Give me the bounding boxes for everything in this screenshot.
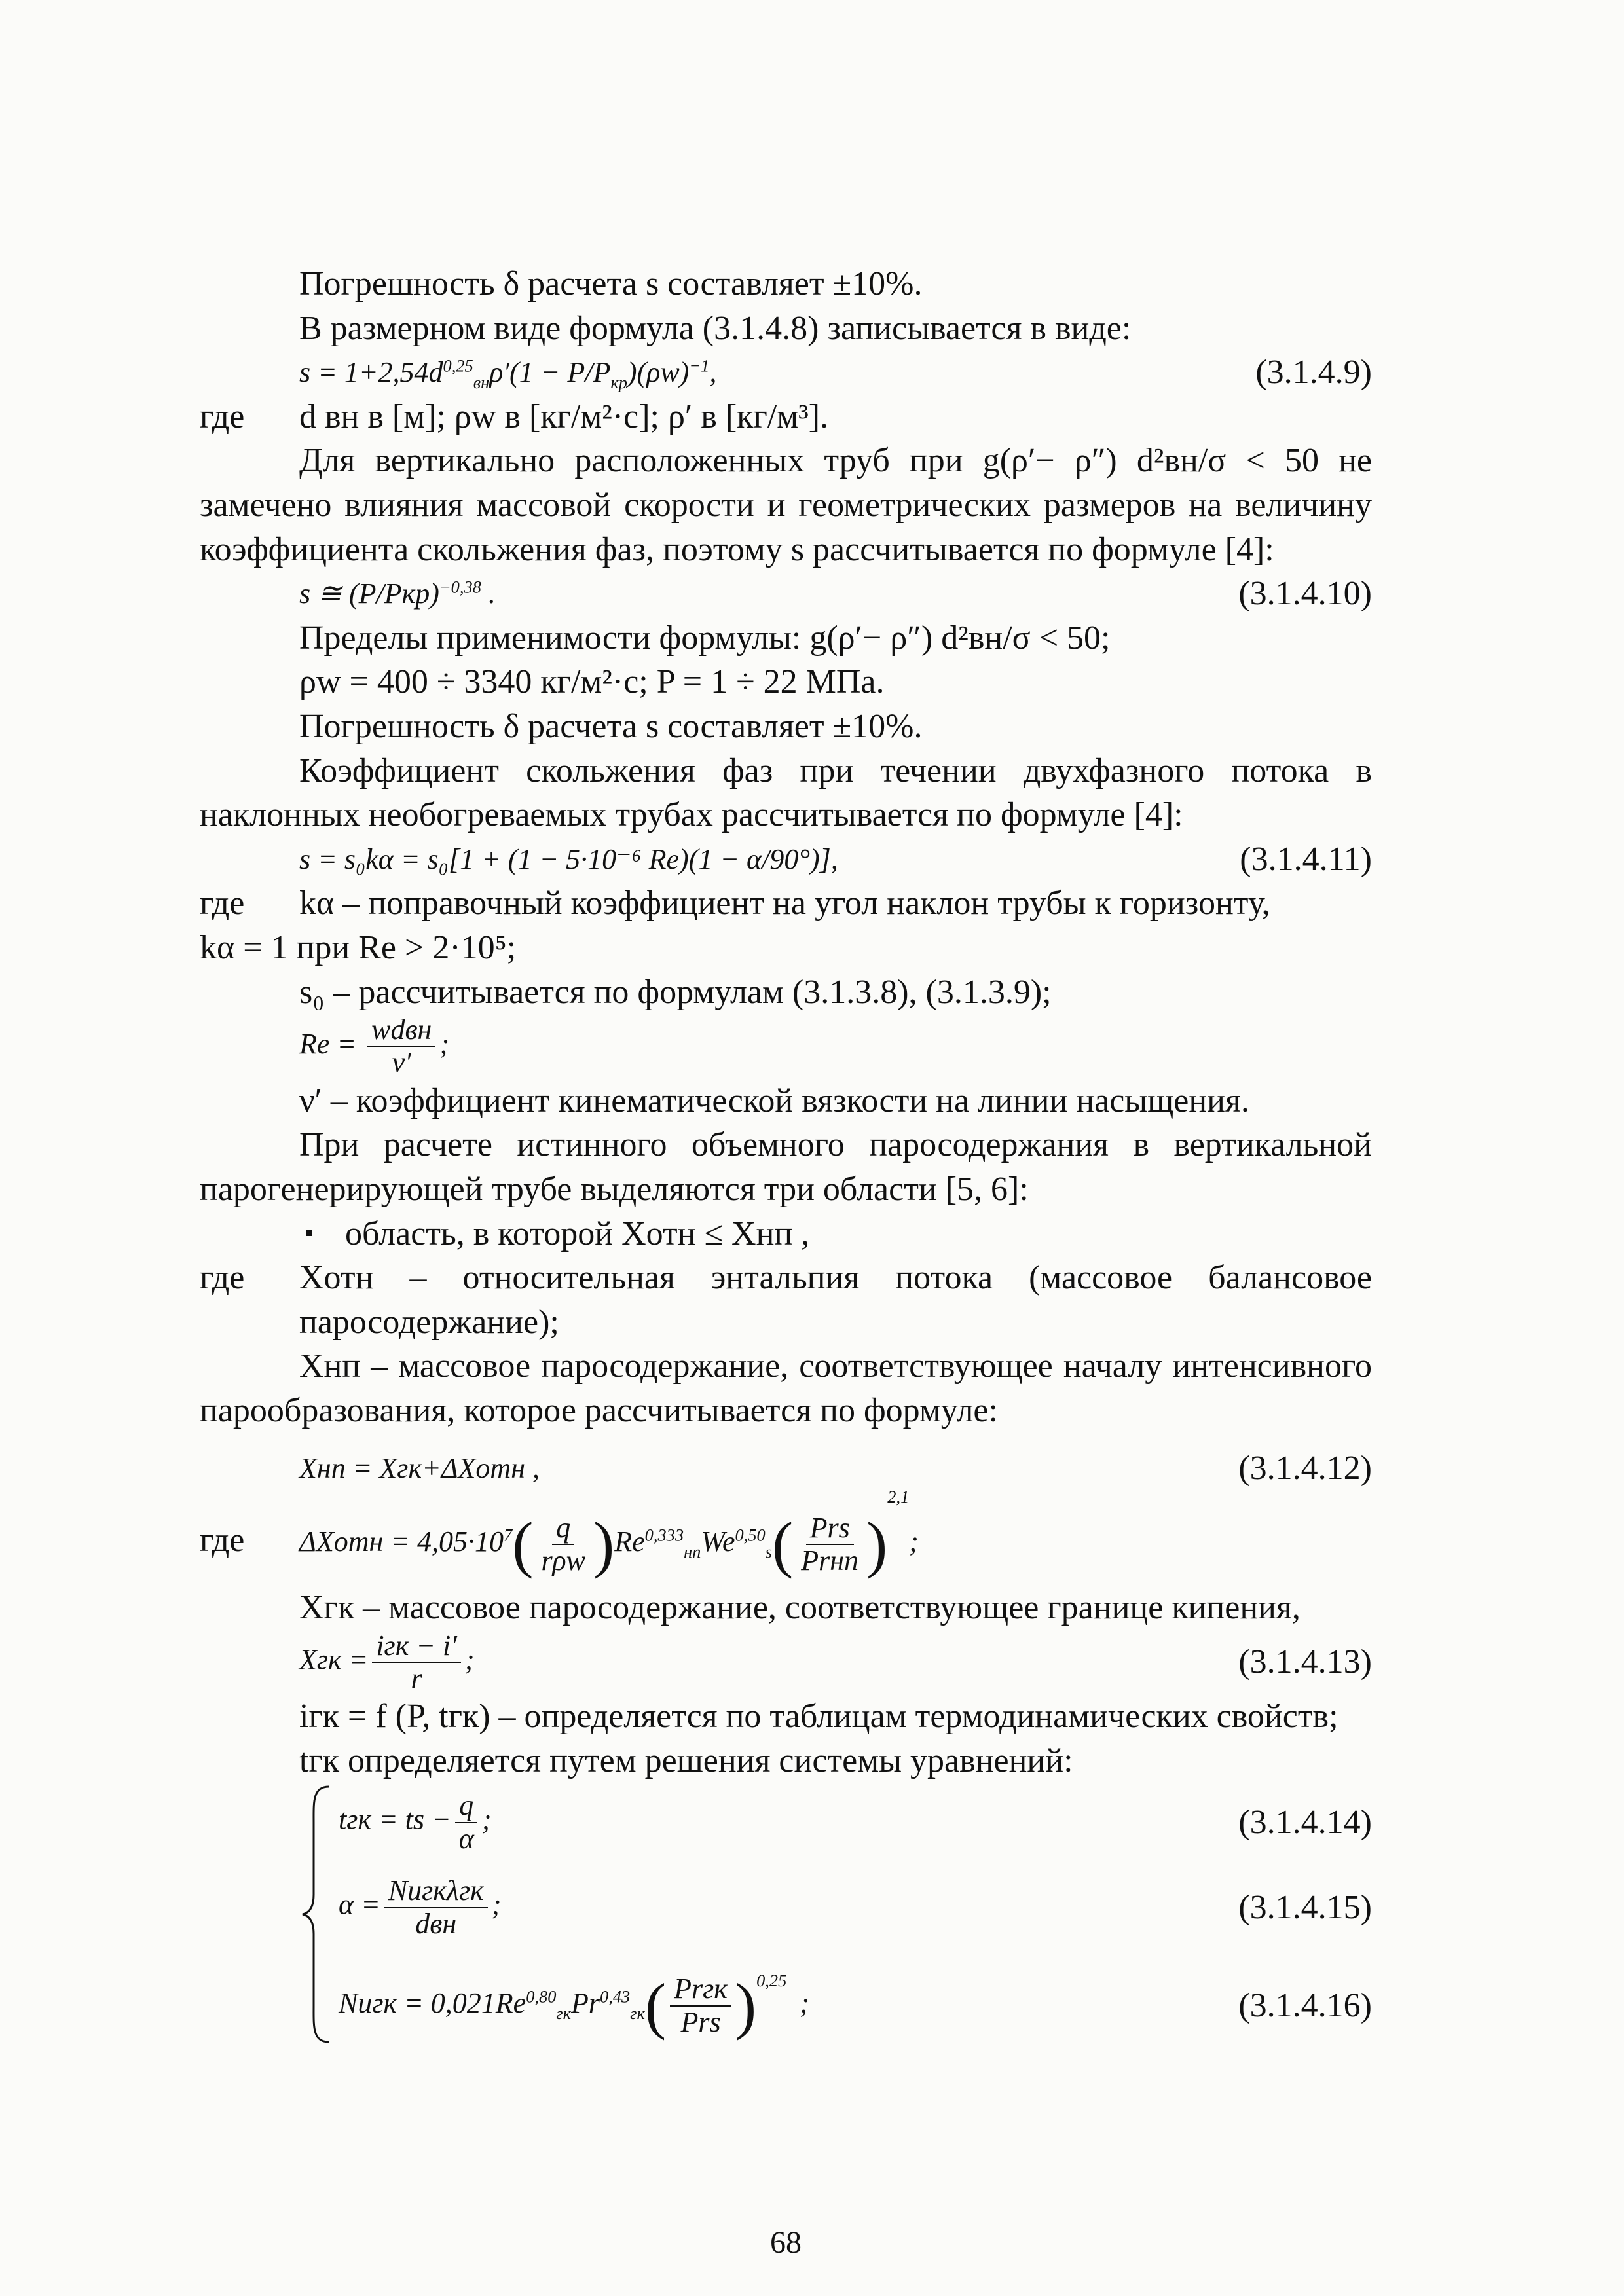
dx-re: Re: [614, 1525, 645, 1558]
eq9-comma: ,: [709, 356, 717, 389]
equation-reynolds: [299, 1014, 1372, 1079]
dx-pr-den: Prнп: [801, 1544, 859, 1577]
where-clause-2: [200, 881, 1372, 926]
eq14-frac: [455, 1790, 478, 1855]
eq13-den: r: [411, 1662, 422, 1695]
paragraph-igk: iгк = f (P, tгк) – определяется по таблицам термодинамических свойств;: [299, 1698, 1338, 1736]
eq12-body: Xнп = Xгк+ΔXотн ,: [299, 1451, 540, 1484]
paragraph-error-1: Погрешность δ расчета s составляет ±10%.: [299, 265, 923, 302]
re-semicolon: ;: [439, 1027, 450, 1060]
eq15-num: Nuгкλгк: [384, 1875, 488, 1908]
page-number: 68: [770, 2225, 802, 2260]
dx-we-sub: s: [765, 1542, 772, 1562]
eq10-body: s ≅ (P/Pкр): [299, 577, 439, 610]
eq15-semicolon: ;: [491, 1888, 502, 1921]
eq13-num: iгк − i′: [372, 1630, 461, 1663]
equation-3-1-4-14: [339, 1783, 1372, 1862]
equation-3-1-4-9: [299, 350, 1372, 395]
dx-frac: [537, 1512, 589, 1577]
paragraph-dimensional-form: В размерном виде формула (3.1.4.8) записывается в виде:: [299, 309, 1132, 347]
equation-3-1-4-13: [299, 1630, 1372, 1695]
eq9-end: )(ρw): [627, 356, 690, 389]
eq16-num: Prгк: [670, 1973, 731, 2006]
eq15-frac: [384, 1875, 488, 1940]
where-text: kα – поправочный коэффициент на угол наклон трубы к горизонту,: [299, 884, 1270, 922]
equation-number: (3.1.4.10): [1238, 575, 1372, 613]
dx-re-sub: нп: [684, 1542, 701, 1562]
eq9-exp: −1: [689, 355, 710, 376]
where-text: d вн в [м]; ρw в [кг/м²·с]; ρ′ в [кг/м³].: [299, 397, 829, 435]
eq9-sub: вн: [473, 373, 490, 393]
dx-lhs: ΔXотн = 4,05·10: [299, 1525, 504, 1558]
paragraph-ranges: ρw = 400 ÷ 3340 кг/м²·с; P = 1 ÷ 22 МПа.: [299, 663, 885, 701]
paragraph-error-2: Погрешность δ расчета s составляет ±10%.: [299, 707, 923, 745]
eq16-lhs: Nuгк = 0,021Re: [339, 1986, 526, 2019]
equation-delta-x: ΔXотн = $4,05\cdot 10^7$( $\frac{q}{\text{rρw}}$ )Re$^{0,333}_{нп}$We$^{0,50}_s$( $\frac{\text{Prs}}{\text{Prнп}}$ )$^{2,1}$;: [299, 1487, 919, 1580]
eq9-rest: ρ′(1 − P/P: [489, 356, 611, 389]
where-clause-3: [200, 1256, 1372, 1344]
curly-brace-icon: [299, 1783, 332, 2045]
eq14-lhs: tгк = ts −: [339, 1803, 451, 1836]
dx-exp7: 7: [504, 1525, 513, 1545]
eq16-sup1: 0,80: [526, 1986, 557, 2007]
paragraph-k-alpha: kα = 1 при Re > 2·10⁵;: [200, 928, 517, 966]
eq15-lhs: α =: [339, 1888, 380, 1921]
eq16-sub2: гк: [630, 2003, 645, 2023]
eq11-body: s = s₀kα = s₀[1 + (1 − 5·10⁻⁶ Re)(1 − α/90°)],: [299, 843, 838, 875]
eq13-frac: [372, 1630, 461, 1695]
bullet-region-1: [299, 1212, 1372, 1256]
paragraph-limits: Пределы применимости формулы: g(ρ′− ρ″) d²вн/σ < 50;: [299, 619, 1111, 657]
eq10-dot: .: [481, 577, 496, 610]
where-clause-1: [200, 395, 1372, 439]
where-keyword: где: [200, 1259, 245, 1297]
dx-exp: 2,1: [887, 1487, 910, 1507]
eq13-semicolon: ;: [464, 1643, 475, 1676]
where-clause-4: [200, 1487, 1372, 1586]
re-fraction: [367, 1014, 435, 1079]
equation-3-1-4-16: Nuгк = 0,021Re$^{0,80}_{гк}$Pr$^{0,43}_{гк}$( $\frac{\text{Prгк}}{\text{Prs}}$ )$^{0,25}$; (3.1.4.16): [339, 1970, 1372, 2041]
eq9-sub2: кр: [610, 373, 627, 393]
paragraph-tgk: tгк определяется путем решения системы уравнений:: [299, 1742, 1073, 1780]
paragraph-vertical-tubes: Для вертикально расположенных труб при g(ρ′− ρ″) d²вн/σ < 50 не замечено влияния массовой скорости и геометрических размеров на величину коэффициента скольжения фаз, поэтому s рассчитывается по формуле [4]:: [200, 442, 1372, 568]
paragraph-s0: s₀ – рассчитывается по формулам (3.1.3.8), (3.1.3.9);: [299, 973, 1052, 1011]
eq16-pr: Pr: [571, 1986, 600, 2019]
dx-re-sup: 0,333: [644, 1525, 684, 1545]
where-text: Xотн – относительная энтальпия потока (массовое балансовое паросодержание);: [299, 1259, 1372, 1341]
equation-number: (3.1.4.16): [1238, 1986, 1372, 2024]
eq16-frac: [670, 1973, 731, 2038]
dx-we: We: [701, 1525, 735, 1558]
equation-3-1-4-10: [299, 572, 1372, 616]
eq13-lhs: Xгк =: [299, 1643, 369, 1676]
eq16-den: Prs: [680, 2005, 721, 2038]
paragraph-xnp: Xнп – массовое паросодержание, соответствующее началу интенсивного парообразования, которое рассчитывается по формуле:: [200, 1347, 1372, 1430]
document-page: [200, 262, 1372, 2260]
eq9-sup: 0,25: [443, 355, 473, 376]
eq16-sub1: гк: [556, 2003, 572, 2023]
re-lhs: Re =: [299, 1027, 357, 1060]
paragraph-inclined-tubes: Коэффициент скольжения фаз при течении двухфазного потока в наклонных необогреваемых трубах рассчитывается по формуле [4]:: [200, 752, 1372, 834]
paragraph-three-regions: При расчете истинного объемного паросодержания в вертикальной парогенерирующей трубе выделяются три области [5, 6]:: [200, 1126, 1372, 1209]
re-numerator: wdвн: [367, 1014, 435, 1047]
eq16-semicolon: ;: [800, 1986, 809, 2019]
dx-pr-frac: [797, 1512, 862, 1577]
bullet-icon: [306, 1230, 312, 1236]
equation-number: (3.1.4.13): [1238, 1643, 1372, 1681]
eq10-exp: −0,38: [439, 577, 481, 597]
equation-number: (3.1.4.14): [1238, 1803, 1372, 1841]
dx-semicolon: ;: [909, 1525, 919, 1558]
equation-3-1-4-15: [339, 1862, 1372, 1954]
equation-3-1-4-11: [299, 837, 1372, 882]
eq16-exp: 0,25: [756, 1971, 787, 1991]
equation-system: [299, 1783, 1372, 2058]
re-denominator: ν′: [392, 1046, 411, 1079]
equation-number: (3.1.4.9): [1255, 354, 1372, 392]
where-keyword: где: [200, 884, 245, 922]
equation-3-1-4-12: [299, 1446, 1372, 1491]
paragraph-xgk: Xгк – массовое паросодержание, соответствующее границе кипения,: [299, 1589, 1301, 1627]
equation-number: (3.1.4.12): [1238, 1449, 1372, 1487]
equation-number: (3.1.4.11): [1240, 840, 1372, 878]
where-keyword: где: [200, 397, 245, 435]
dx-frac-den: rρw: [541, 1544, 586, 1577]
dx-pr-num: Prs: [806, 1512, 854, 1545]
eq15-den: dвн: [415, 1907, 457, 1940]
paragraph-viscosity: ν′ – коэффициент кинематической вязкости на линии насыщения.: [299, 1082, 1249, 1120]
equation-number: (3.1.4.15): [1238, 1888, 1372, 1926]
bullet-text: область, в которой Xотн ≤ Xнп ,: [345, 1214, 810, 1252]
eq14-den: α: [458, 1822, 474, 1855]
eq9-lhs: s = 1+2,54d: [299, 356, 443, 389]
dx-we-sup: 0,50: [735, 1525, 766, 1545]
eq14-num: q: [455, 1790, 477, 1823]
eq16-sup2: 0,43: [600, 1986, 631, 2007]
where-keyword: где: [200, 1522, 245, 1559]
dx-frac-num: q: [552, 1512, 574, 1545]
eq14-semicolon: ;: [481, 1803, 492, 1836]
